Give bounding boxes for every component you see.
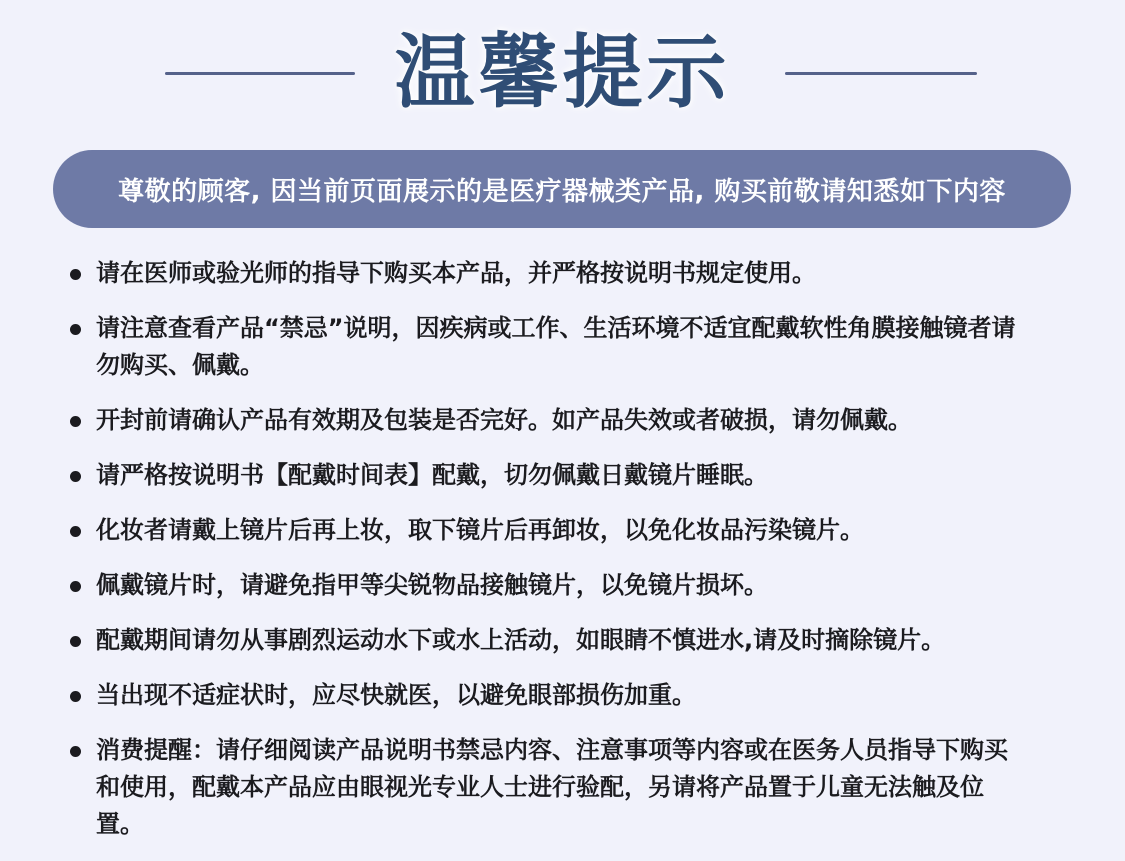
list-item-text: 请注意查看产品“禁忌”说明，因疾病或工作、生活环境不适宜配戴软性角膜接触镜者请勿购买、佩戴。 (96, 314, 1016, 379)
list-item (70, 512, 1100, 549)
bullet-icon (70, 416, 81, 427)
list-item (70, 255, 1100, 292)
header (0, 18, 1125, 128)
bullet-icon (70, 471, 81, 482)
bullet-icon (70, 636, 81, 647)
bullet-icon (70, 691, 81, 702)
list-item (70, 622, 1100, 659)
list-item (70, 402, 1100, 439)
list-item (70, 732, 1100, 843)
bullet-icon (70, 581, 81, 592)
list-item-text: 化妆者请戴上镜片后再上妆，取下镜片后再卸妆，以免化妆品污染镜片。 (96, 516, 864, 544)
bullet-icon (70, 324, 81, 335)
list-item-text: 配戴期间请勿从事剧烈运动水下或水上活动，如眼睛不慎进水,请及时摘除镜片。 (96, 626, 946, 654)
bullet-icon (70, 269, 81, 280)
list-item (70, 310, 1100, 384)
list-item-text: 当出现不适症状时，应尽快就医，以避免眼部损伤加重。 (96, 681, 696, 709)
list-item-text: 请在医师或验光师的指导下购买本产品，并严格按说明书规定使用。 (96, 259, 816, 287)
list-item-text: 佩戴镜片时，请避免指甲等尖锐物品接触镜片，以免镜片损坏。 (96, 571, 768, 599)
title-divider-right (785, 72, 977, 75)
title-divider-left (165, 72, 355, 75)
list-item (70, 677, 1100, 714)
list-item-text: 开封前请确认产品有效期及包装是否完好。如产品失效或者破损，请勿佩戴。 (96, 406, 912, 434)
bullet-icon (70, 526, 81, 537)
list-item-text: 请严格按说明书【配戴时间表】配戴，切勿佩戴日戴镜片睡眠。 (96, 461, 768, 489)
notice-list (70, 255, 1100, 861)
list-item-text: 消费提醒：请仔细阅读产品说明书禁忌内容、注意事项等内容或在医务人员指导下购买和使用，配戴本产品应由眼视光专业人士进行验配，另请将产品置于儿童无法触及位置。 (96, 736, 1008, 838)
page-title: 温馨提示 (394, 26, 731, 119)
bullet-icon (70, 746, 81, 757)
notice-banner-text: 尊敬的顾客, 因当前页面展示的是医疗器械类产品, 购买前敬请知悉如下内容 (118, 176, 1006, 207)
notice-banner (53, 150, 1071, 228)
list-item (70, 567, 1100, 604)
list-item (70, 457, 1100, 494)
